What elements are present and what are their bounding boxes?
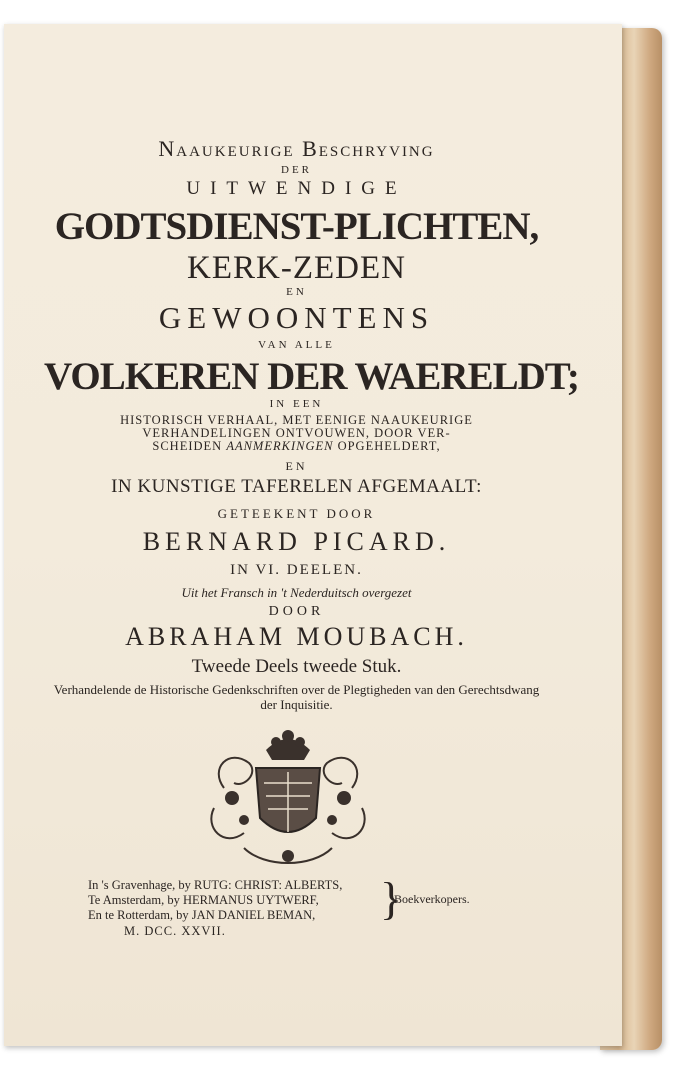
translation-note: Uit het Fransch in 't Nederduitsch overgezet xyxy=(181,585,412,600)
brace-glyph: } xyxy=(380,873,403,924)
translator-name: ABRAHAM MOUBACH. xyxy=(125,622,468,651)
title-line-13: GETEEKENT DOOR xyxy=(217,506,376,521)
title-line-6: EN xyxy=(286,286,307,298)
part-note: Tweede Deels tweede Stuk. xyxy=(191,656,402,677)
printers-device-ornament-icon xyxy=(204,728,372,870)
paragraph-line-1: HISTORISCH VERHAAL, MET EENIGE NAAUKEURIGE xyxy=(120,413,473,427)
imprint-row-1: In 's Gravenhage, by RUTG: CHRIST: ALBERTS, xyxy=(88,878,343,892)
paragraph-line-3 xyxy=(44,440,549,453)
title-line-5: KERK-ZEDEN xyxy=(187,250,406,286)
paragraph-line-3a: SCHEIDEN xyxy=(152,439,223,453)
title-page xyxy=(4,24,622,1046)
publication-year: M. DCC. XXVII. xyxy=(124,924,226,938)
title-line-12: IN KUNSTIGE TAFERELEN AFGEMAALT: xyxy=(111,476,482,497)
title-line-8: VAN ALLE xyxy=(258,339,335,351)
title-main-heading: GODTSDIENST-PLICHTEN, xyxy=(54,205,539,248)
volumes-note: IN VI. DEELEN. xyxy=(230,562,363,578)
subject-note: Verhandelende de Historische Gedenkschriften over de Plegtigheden van den Gerechtsdwang der Inquisitie. xyxy=(53,682,540,712)
title-line-7: GEWOONTENS xyxy=(158,300,435,335)
title-paragraph xyxy=(44,414,549,453)
booksellers-label: Boekverkopers. xyxy=(394,892,470,906)
paragraph-line-2: VERHANDELINGEN ONTVOUWEN, DOOR VER- xyxy=(142,426,451,440)
title-line-11: EN xyxy=(285,459,308,473)
title-line-2: DER xyxy=(281,164,312,176)
title-line-9: VOLKEREN DER WAERELDT; xyxy=(44,355,579,398)
title-line-3: UITWENDIGE xyxy=(186,178,407,199)
imprint-row-3: En te Rotterdam, by JAN DANIEL BEMAN, xyxy=(88,908,316,922)
title-line-10: IN EEN xyxy=(269,398,324,410)
title-line-1: Naaukeurige Beschryving xyxy=(158,136,435,161)
imprint-row-2: Te Amsterdam, by HERMANUS UYTWERF, xyxy=(88,893,319,907)
title-line-17: DOOR xyxy=(268,604,325,619)
author-name: BERNARD PICARD. xyxy=(142,527,451,556)
paragraph-line-3c: OPGEHELDERT, xyxy=(337,439,441,453)
paragraph-line-3b: AANMERKINGEN xyxy=(226,439,334,453)
